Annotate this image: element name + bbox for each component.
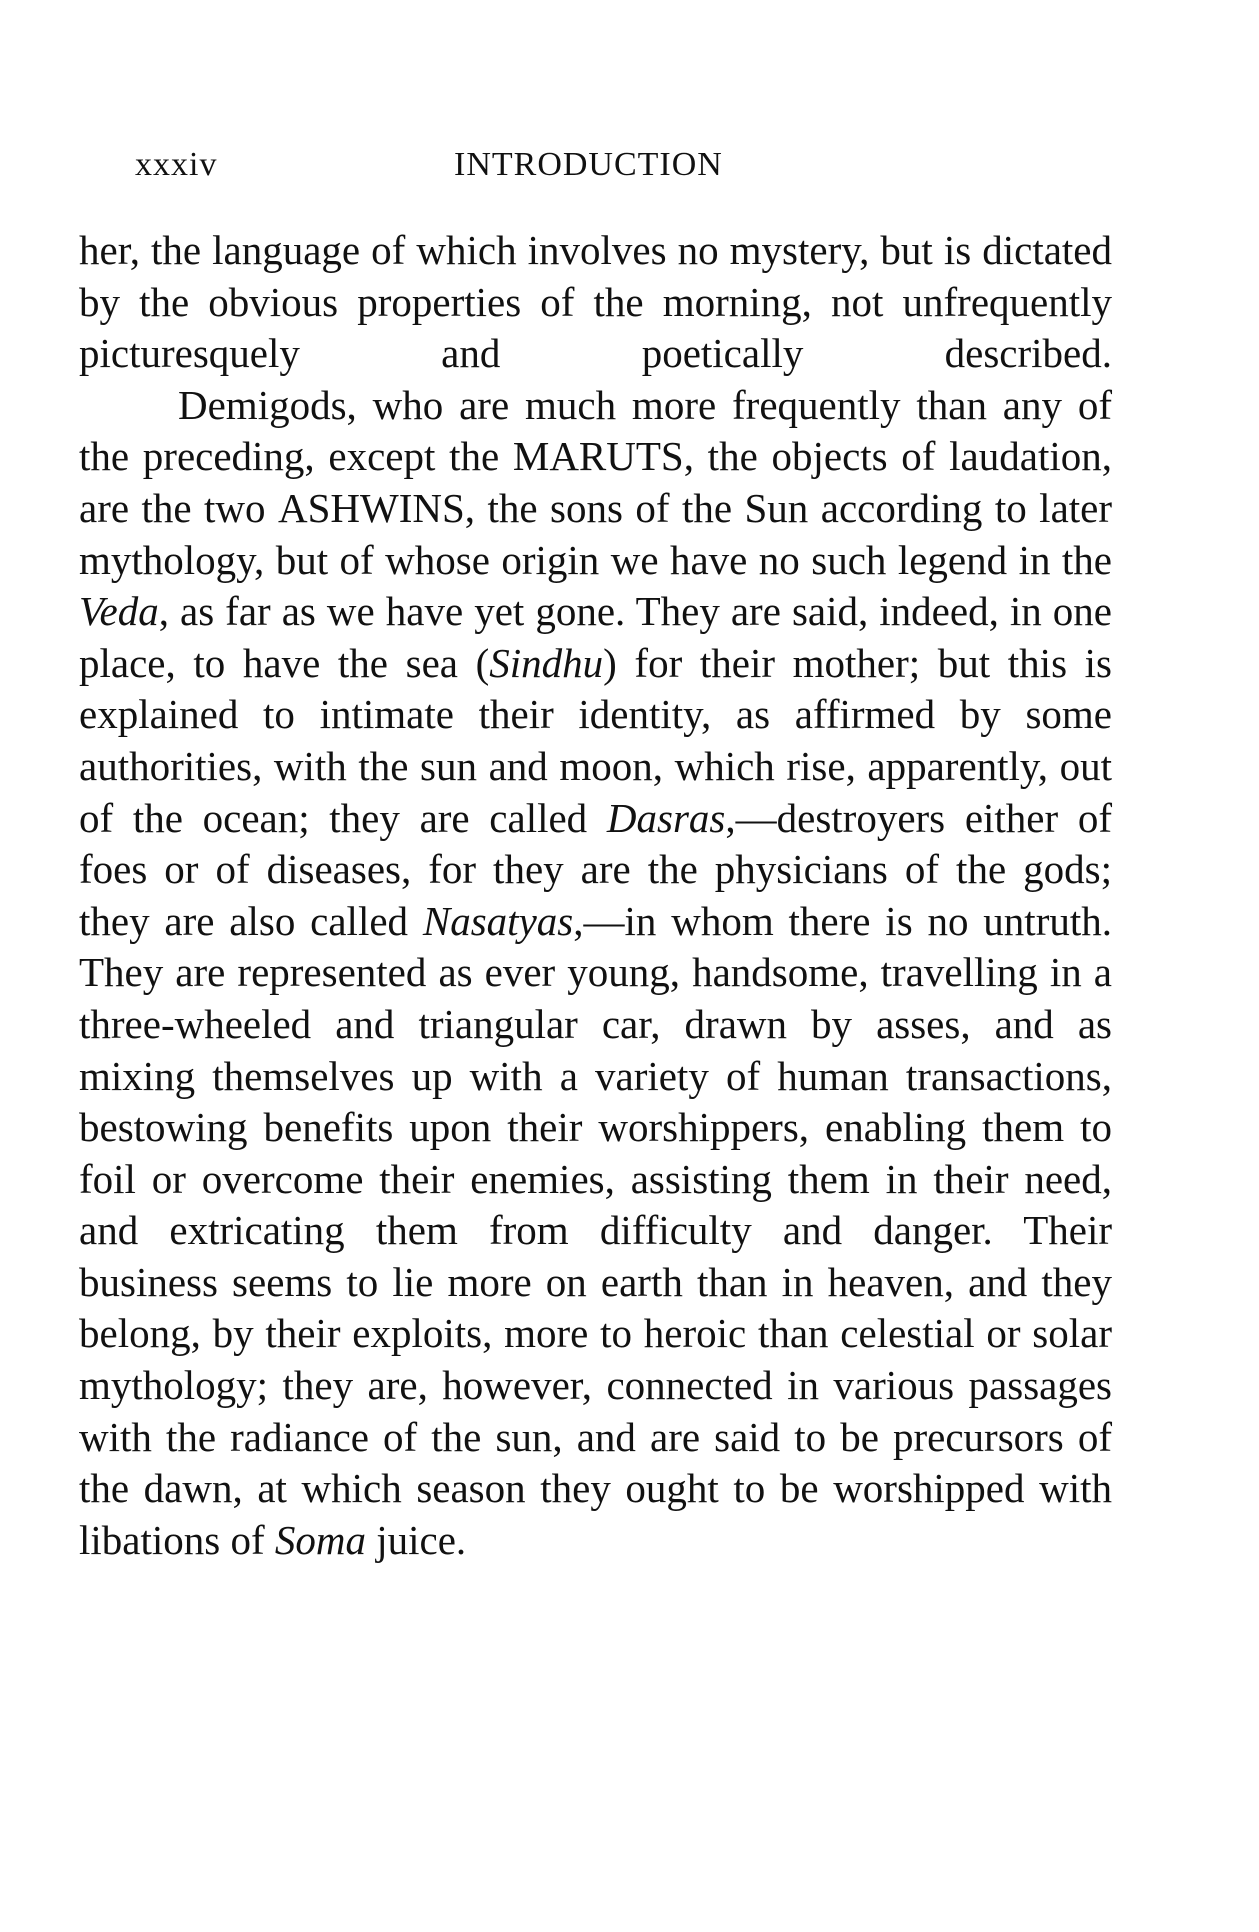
dasras-term: Dasras bbox=[606, 794, 726, 841]
soma-term: Soma bbox=[274, 1516, 366, 1563]
paragraph-demigods bbox=[79, 380, 1112, 1567]
paragraph-continuation: her, the language of which involves no mystery, but is dictated by the obvious properties of the morning, not unfrequently picturesquely and poetically described. bbox=[79, 227, 1112, 377]
text-run: , the objects of laudation, are the two bbox=[79, 433, 1112, 531]
body-text bbox=[79, 225, 1112, 1566]
text-run: ,—in whom there is no untruth. They are represented as ever young, handsome, travelling in a three-wheeled and triangular car, drawn by asses, and as mixing themselves up with a variety of human transactions, bestowing benefits upon their worshippers, enabling them to foil or overcome their enemies, assisting them in their need, and extricating them from difficulty and danger. Their business seems to lie more on earth than in heaven, and they belong, by their exploits, more to heroic than celestial or solar mythology; they are, however, connected in various passages with the radiance of the sun, and are said to be precursors of the dawn, at which season they ought to be worshipped with libations of bbox=[79, 897, 1112, 1563]
text-run: , as far as we have yet gone. They are said, indeed, in one place, to have the sea ( bbox=[79, 588, 1112, 686]
text-run: ) for their mother; but this is explained to intimate their identity, as affirmed by some authorities, with the sun and moon, which rise, apparently, out of the ocean; they are called bbox=[79, 639, 1112, 841]
text-run: ,—destroyers either of foes or of diseases, for they are the physicians of the gods; they are also called bbox=[79, 794, 1112, 944]
ashwins-term: ASHWINS bbox=[277, 484, 465, 531]
nasatyas-term: Nasatyas bbox=[422, 897, 574, 944]
text-run: Demigods, who are much more frequently than any of the preceding, except the bbox=[79, 381, 1112, 480]
running-head bbox=[135, 140, 1115, 190]
maruts-term: MARUTS bbox=[512, 433, 684, 480]
text-run: juice. bbox=[365, 1516, 467, 1563]
sindhu-term: Sindhu bbox=[489, 639, 604, 686]
page-number: xxxiv bbox=[135, 146, 218, 183]
veda-term: Veda bbox=[79, 588, 159, 635]
text-run: , the sons of the Sun according to later mythology, but of whose origin we have no such legend in the bbox=[79, 484, 1113, 583]
header-title: INTRODUCTION bbox=[454, 146, 723, 183]
